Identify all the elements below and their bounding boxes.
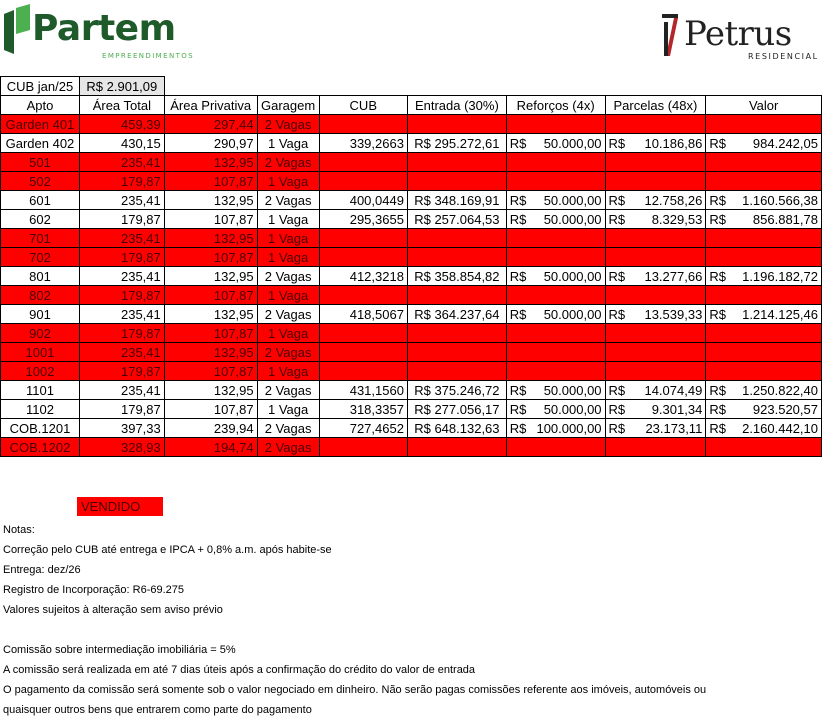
area-privativa-cell: 107,87 bbox=[164, 172, 257, 191]
currency-symbol: R$ bbox=[709, 192, 726, 208]
table-row bbox=[1, 115, 822, 134]
petrus-logo-name: Petrus bbox=[684, 14, 792, 54]
table-row bbox=[1, 362, 822, 381]
currency-symbol: R$ bbox=[509, 135, 527, 151]
header-cell: Entrada (30%) bbox=[407, 96, 506, 115]
garagem-cell: 1 Vaga bbox=[257, 172, 319, 191]
area-total-cell: 235,41 bbox=[79, 267, 164, 286]
currency-symbol: R$ bbox=[608, 135, 626, 151]
reforco-cell bbox=[506, 191, 605, 210]
currency-symbol: R$ bbox=[608, 420, 626, 436]
area-total-cell: 179,87 bbox=[79, 248, 164, 267]
empty-cell bbox=[319, 438, 407, 457]
area-total-cell: 179,87 bbox=[79, 286, 164, 305]
garagem-cell: 2 Vagas bbox=[257, 438, 319, 457]
partem-logo bbox=[2, 4, 195, 60]
garagem-cell: 2 Vagas bbox=[257, 343, 319, 362]
note-line: Correção pelo CUB até entrega e IPCA + 0,8% a.m. após habite-se bbox=[3, 544, 332, 556]
entrada-cell: R$ 348.169,91 bbox=[407, 191, 506, 210]
parcela-cell bbox=[605, 191, 706, 210]
header-cell: CUB bbox=[319, 96, 407, 115]
valor-value: 1.196.182,72 bbox=[742, 268, 818, 284]
table-row bbox=[1, 248, 822, 267]
empty-cell bbox=[605, 172, 706, 191]
area-total-cell: 397,33 bbox=[79, 419, 164, 438]
empty-cell bbox=[506, 343, 605, 362]
reforco-cell bbox=[506, 267, 605, 286]
parcela-value: 14.074,49 bbox=[644, 382, 703, 398]
area-total-cell: 235,41 bbox=[79, 381, 164, 400]
empty-cell bbox=[407, 229, 506, 248]
empty-cell bbox=[706, 324, 822, 343]
area-total-cell: 235,41 bbox=[79, 229, 164, 248]
apto-cell: Garden 401 bbox=[1, 115, 80, 134]
currency-symbol: R$ bbox=[509, 268, 527, 284]
parcela-value: 12.758,26 bbox=[644, 192, 703, 208]
reforco-cell bbox=[506, 381, 605, 400]
apto-cell: 1002 bbox=[1, 362, 80, 381]
empty-cell bbox=[319, 248, 407, 267]
currency-symbol: R$ bbox=[709, 211, 726, 227]
table-row bbox=[1, 191, 822, 210]
reforco-value: 50.000,00 bbox=[543, 306, 602, 322]
currency-symbol: R$ bbox=[709, 420, 726, 436]
area-privativa-cell: 290,97 bbox=[164, 134, 257, 153]
garagem-cell: 1 Vaga bbox=[257, 400, 319, 419]
table-row bbox=[1, 134, 822, 153]
empty-cell bbox=[506, 153, 605, 172]
currency-symbol: R$ bbox=[709, 401, 726, 417]
empty-cell bbox=[605, 343, 706, 362]
apto-cell: 801 bbox=[1, 267, 80, 286]
garagem-cell: 2 Vagas bbox=[257, 305, 319, 324]
area-total-cell: 328,93 bbox=[79, 438, 164, 457]
entrada-cell: R$ 364.237,64 bbox=[407, 305, 506, 324]
apto-cell: 1101 bbox=[1, 381, 80, 400]
note-line: Registro de Incorporação: R6-69.275 bbox=[3, 584, 184, 596]
cub-cell: 295,3655 bbox=[319, 210, 407, 229]
reforco-value: 50.000,00 bbox=[543, 135, 602, 151]
cub-cell: 727,4652 bbox=[319, 419, 407, 438]
apto-cell: 601 bbox=[1, 191, 80, 210]
empty-cell bbox=[506, 172, 605, 191]
area-total-cell: 235,41 bbox=[79, 305, 164, 324]
apto-cell: 902 bbox=[1, 324, 80, 343]
table-row bbox=[1, 229, 822, 248]
apto-cell: 1102 bbox=[1, 400, 80, 419]
sold-legend: VENDIDO bbox=[77, 497, 163, 516]
empty-cell bbox=[407, 343, 506, 362]
area-total-cell: 459,39 bbox=[79, 115, 164, 134]
empty-cell bbox=[407, 153, 506, 172]
cub-cell: 412,3218 bbox=[319, 267, 407, 286]
empty-cell bbox=[407, 172, 506, 191]
garagem-cell: 2 Vagas bbox=[257, 267, 319, 286]
area-privativa-cell: 107,87 bbox=[164, 362, 257, 381]
parcela-cell bbox=[605, 381, 706, 400]
empty-cell bbox=[506, 362, 605, 381]
area-privativa-cell: 132,95 bbox=[164, 343, 257, 362]
partem-logo-sub: EMPREENDIMENTOS bbox=[102, 52, 195, 60]
empty-cell bbox=[706, 229, 822, 248]
note-line bbox=[3, 620, 706, 640]
apto-cell: Garden 402 bbox=[1, 134, 80, 153]
parcela-cell bbox=[605, 267, 706, 286]
price-table bbox=[0, 76, 822, 457]
empty-cell bbox=[706, 362, 822, 381]
note-line: Entrega: dez/26 bbox=[3, 564, 81, 576]
currency-symbol: R$ bbox=[608, 268, 626, 284]
parcela-value: 10.186,86 bbox=[644, 135, 703, 151]
area-privativa-cell: 132,95 bbox=[164, 267, 257, 286]
empty-cell bbox=[506, 286, 605, 305]
area-total-cell: 235,41 bbox=[79, 153, 164, 172]
garagem-cell: 1 Vaga bbox=[257, 324, 319, 343]
area-privativa-cell: 107,87 bbox=[164, 324, 257, 343]
valor-cell bbox=[706, 267, 822, 286]
reforco-value: 50.000,00 bbox=[543, 211, 602, 227]
parcela-cell bbox=[605, 305, 706, 324]
cub-cell: 418,5067 bbox=[319, 305, 407, 324]
area-privativa-cell: 107,87 bbox=[164, 210, 257, 229]
currency-symbol: R$ bbox=[608, 306, 626, 322]
empty-cell bbox=[319, 362, 407, 381]
table-row bbox=[1, 305, 822, 324]
empty-cell bbox=[319, 324, 407, 343]
apto-cell: 602 bbox=[1, 210, 80, 229]
reforco-cell bbox=[506, 210, 605, 229]
entrada-cell: R$ 277.056,17 bbox=[407, 400, 506, 419]
currency-symbol: R$ bbox=[608, 192, 626, 208]
note-line: A comissão será realizada em até 7 dias úteis após a confirmação do crédito do valor de entrada bbox=[3, 664, 476, 676]
area-total-cell: 179,87 bbox=[79, 210, 164, 229]
reforco-value: 50.000,00 bbox=[543, 382, 602, 398]
area-total-cell: 235,41 bbox=[79, 343, 164, 362]
garagem-cell: 1 Vaga bbox=[257, 362, 319, 381]
garagem-cell: 2 Vagas bbox=[257, 419, 319, 438]
partem-logo-name: Partem bbox=[32, 8, 176, 49]
currency-symbol: R$ bbox=[608, 211, 626, 227]
petrus-logo bbox=[660, 10, 820, 64]
empty-cell bbox=[605, 115, 706, 134]
empty-cell bbox=[506, 324, 605, 343]
empty-cell bbox=[407, 438, 506, 457]
notes bbox=[3, 520, 706, 720]
entrada-cell: R$ 295.272,61 bbox=[407, 134, 506, 153]
table-row bbox=[1, 172, 822, 191]
note-line: Notas: bbox=[3, 524, 35, 536]
parcela-cell bbox=[605, 400, 706, 419]
entrada-cell: R$ 375.246,72 bbox=[407, 381, 506, 400]
valor-cell bbox=[706, 400, 822, 419]
garagem-cell: 1 Vaga bbox=[257, 286, 319, 305]
cub-cell: 339,2663 bbox=[319, 134, 407, 153]
valor-value: 984.242,05 bbox=[752, 135, 818, 151]
header-cell: Parcelas (48x) bbox=[605, 96, 706, 115]
table-row bbox=[1, 324, 822, 343]
apto-cell: 502 bbox=[1, 172, 80, 191]
empty-cell bbox=[605, 438, 706, 457]
area-privativa-cell: 132,95 bbox=[164, 305, 257, 324]
empty-cell bbox=[706, 248, 822, 267]
apto-cell: 701 bbox=[1, 229, 80, 248]
table-row bbox=[1, 381, 822, 400]
entrada-cell: R$ 648.132,63 bbox=[407, 419, 506, 438]
currency-symbol: R$ bbox=[608, 382, 626, 398]
garagem-cell: 2 Vagas bbox=[257, 191, 319, 210]
reforco-value: 50.000,00 bbox=[543, 268, 602, 284]
petrus-logo-sub: RESIDENCIAL bbox=[748, 52, 819, 61]
empty-cell bbox=[506, 248, 605, 267]
area-total-cell: 179,87 bbox=[79, 172, 164, 191]
note-line: Valores sujeitos à alteração sem aviso prévio bbox=[3, 604, 223, 616]
empty-cell bbox=[605, 153, 706, 172]
currency-symbol: R$ bbox=[509, 401, 527, 417]
header-cell: Área Total bbox=[79, 96, 164, 115]
empty-cell bbox=[605, 229, 706, 248]
empty-cell bbox=[319, 115, 407, 134]
empty-cell bbox=[605, 286, 706, 305]
cub-cell: 400,0449 bbox=[319, 191, 407, 210]
header-cell: Apto bbox=[1, 96, 80, 115]
valor-cell bbox=[706, 191, 822, 210]
currency-symbol: R$ bbox=[509, 211, 527, 227]
area-privativa-cell: 297,44 bbox=[164, 115, 257, 134]
parcela-cell bbox=[605, 419, 706, 438]
empty-cell bbox=[319, 172, 407, 191]
area-privativa-cell: 132,95 bbox=[164, 381, 257, 400]
area-privativa-cell: 107,87 bbox=[164, 286, 257, 305]
reforco-cell bbox=[506, 419, 605, 438]
valor-value: 2.160.442,10 bbox=[742, 420, 818, 436]
garagem-cell: 1 Vaga bbox=[257, 210, 319, 229]
valor-value: 856.881,78 bbox=[752, 211, 818, 227]
area-total-cell: 235,41 bbox=[79, 191, 164, 210]
empty-cell bbox=[319, 286, 407, 305]
reforco-value: 50.000,00 bbox=[543, 192, 602, 208]
area-privativa-cell: 107,87 bbox=[164, 248, 257, 267]
area-privativa-cell: 132,95 bbox=[164, 191, 257, 210]
cub-value: R$ 2.901,09 bbox=[79, 77, 164, 96]
table-row bbox=[1, 210, 822, 229]
garagem-cell: 1 Vaga bbox=[257, 229, 319, 248]
valor-value: 1.160.566,38 bbox=[742, 192, 818, 208]
table-row bbox=[1, 419, 822, 438]
area-privativa-cell: 194,74 bbox=[164, 438, 257, 457]
reforco-value: 50.000,00 bbox=[543, 401, 602, 417]
table-row bbox=[1, 400, 822, 419]
empty-cell bbox=[407, 362, 506, 381]
empty-cell bbox=[706, 153, 822, 172]
note-line: O pagamento da comissão será somente sob o valor negociado em dinheiro. Não serão pagas comissões referente aos imóveis, automóveis ou bbox=[3, 684, 707, 696]
reforco-value: 100.000,00 bbox=[536, 420, 602, 436]
empty-cell bbox=[407, 286, 506, 305]
parcela-value: 9.301,34 bbox=[651, 401, 703, 417]
parcela-value: 13.277,66 bbox=[644, 268, 703, 284]
apto-cell: 901 bbox=[1, 305, 80, 324]
area-total-cell: 179,87 bbox=[79, 324, 164, 343]
apto-cell: 501 bbox=[1, 153, 80, 172]
empty-cell bbox=[605, 248, 706, 267]
table-row bbox=[1, 286, 822, 305]
garagem-cell: 1 Vaga bbox=[257, 134, 319, 153]
garagem-cell: 2 Vagas bbox=[257, 115, 319, 134]
parcela-value: 8.329,53 bbox=[651, 211, 703, 227]
empty-cell bbox=[506, 229, 605, 248]
area-privativa-cell: 239,94 bbox=[164, 419, 257, 438]
entrada-cell: R$ 257.064,53 bbox=[407, 210, 506, 229]
cub-cell: 431,1560 bbox=[319, 381, 407, 400]
empty-cell bbox=[407, 324, 506, 343]
apto-cell: 802 bbox=[1, 286, 80, 305]
cub-row bbox=[1, 77, 822, 96]
partem-logo-icon bbox=[2, 4, 32, 56]
empty-cell bbox=[605, 362, 706, 381]
empty-cell bbox=[706, 115, 822, 134]
valor-value: 923.520,57 bbox=[752, 401, 818, 417]
area-total-cell: 179,87 bbox=[79, 400, 164, 419]
area-privativa-cell: 107,87 bbox=[164, 400, 257, 419]
currency-symbol: R$ bbox=[509, 420, 527, 436]
table-row bbox=[1, 343, 822, 362]
area-privativa-cell: 132,95 bbox=[164, 153, 257, 172]
empty-cell bbox=[319, 343, 407, 362]
apto-cell: COB.1202 bbox=[1, 438, 80, 457]
petrus-logo-icon bbox=[660, 12, 682, 58]
empty-cell bbox=[407, 248, 506, 267]
empty-cell bbox=[319, 229, 407, 248]
area-privativa-cell: 132,95 bbox=[164, 229, 257, 248]
table-row bbox=[1, 438, 822, 457]
reforco-cell bbox=[506, 400, 605, 419]
valor-cell bbox=[706, 305, 822, 324]
empty-cell bbox=[706, 286, 822, 305]
apto-cell: 1001 bbox=[1, 343, 80, 362]
valor-cell bbox=[706, 419, 822, 438]
cub-cell: 318,3357 bbox=[319, 400, 407, 419]
currency-symbol: R$ bbox=[709, 382, 726, 398]
area-total-cell: 430,15 bbox=[79, 134, 164, 153]
garagem-cell: 2 Vagas bbox=[257, 381, 319, 400]
parcela-cell bbox=[605, 210, 706, 229]
valor-value: 1.250.822,40 bbox=[742, 382, 818, 398]
empty-cell bbox=[506, 438, 605, 457]
garagem-cell: 2 Vagas bbox=[257, 153, 319, 172]
valor-value: 1.214.125,46 bbox=[742, 306, 818, 322]
entrada-cell: R$ 358.854,82 bbox=[407, 267, 506, 286]
note-line: quaisquer outros bens que entrarem como parte do pagamento bbox=[3, 704, 312, 716]
header-cell: Reforços (4x) bbox=[506, 96, 605, 115]
apto-cell: 702 bbox=[1, 248, 80, 267]
apto-cell: COB.1201 bbox=[1, 419, 80, 438]
valor-cell bbox=[706, 134, 822, 153]
table-row bbox=[1, 153, 822, 172]
garagem-cell: 1 Vaga bbox=[257, 248, 319, 267]
note-line: Comissão sobre intermediação imobiliária = 5% bbox=[3, 644, 236, 656]
table-row bbox=[1, 267, 822, 286]
reforco-cell bbox=[506, 305, 605, 324]
reforco-cell bbox=[506, 134, 605, 153]
area-total-cell: 179,87 bbox=[79, 362, 164, 381]
currency-symbol: R$ bbox=[608, 401, 626, 417]
parcela-value: 13.539,33 bbox=[644, 306, 703, 322]
currency-symbol: R$ bbox=[509, 382, 527, 398]
header-cell: Garagem bbox=[257, 96, 319, 115]
empty-cell bbox=[407, 115, 506, 134]
currency-symbol: R$ bbox=[509, 306, 527, 322]
valor-cell bbox=[706, 381, 822, 400]
empty-cell bbox=[605, 324, 706, 343]
empty-cell bbox=[506, 115, 605, 134]
empty-cell bbox=[706, 172, 822, 191]
cub-label: CUB jan/25 bbox=[1, 77, 80, 96]
header-row bbox=[1, 96, 822, 115]
header-cell: Valor bbox=[706, 96, 822, 115]
parcela-value: 23.173,11 bbox=[645, 420, 703, 436]
empty-cell bbox=[706, 343, 822, 362]
header-cell: Área Privativa bbox=[164, 96, 257, 115]
parcela-cell bbox=[605, 134, 706, 153]
empty-cell bbox=[706, 438, 822, 457]
currency-symbol: R$ bbox=[709, 268, 726, 284]
empty-cell bbox=[319, 153, 407, 172]
currency-symbol: R$ bbox=[709, 306, 726, 322]
valor-cell bbox=[706, 210, 822, 229]
currency-symbol: R$ bbox=[709, 135, 726, 151]
currency-symbol: R$ bbox=[509, 192, 527, 208]
